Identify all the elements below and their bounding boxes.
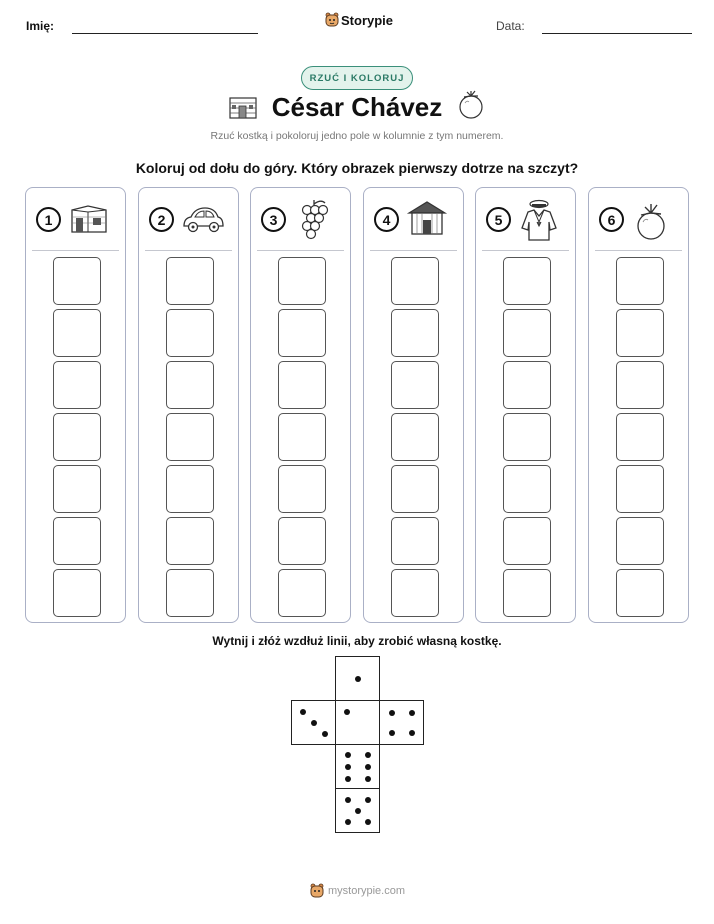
column-number: 6 [599, 207, 624, 232]
column-header [476, 188, 575, 248]
color-cell[interactable] [503, 309, 551, 357]
color-cell[interactable] [166, 257, 214, 305]
column-3 [250, 187, 351, 623]
column-5 [475, 187, 576, 623]
footer [310, 883, 405, 899]
pip [300, 709, 306, 715]
subtitle: Rzuć kostką i pokoloruj jedno pole w kolumnie z tym numerem. [210, 130, 504, 142]
color-cell[interactable] [53, 569, 101, 617]
grapes-icon [293, 198, 335, 240]
color-cell[interactable] [503, 257, 551, 305]
color-cell[interactable] [391, 517, 439, 565]
color-cell[interactable] [166, 569, 214, 617]
brand-logo [325, 12, 393, 28]
pip [322, 731, 328, 737]
color-cell[interactable] [616, 309, 664, 357]
pie-mascot-icon [310, 883, 324, 899]
pip [345, 797, 351, 803]
color-cell[interactable] [278, 361, 326, 409]
pip [345, 752, 351, 758]
color-cell[interactable] [166, 309, 214, 357]
color-cell[interactable] [53, 517, 101, 565]
column-1 [25, 187, 126, 623]
column-divider [595, 250, 682, 251]
color-cell[interactable] [391, 309, 439, 357]
column-number: 5 [486, 207, 511, 232]
color-cell[interactable] [278, 517, 326, 565]
column-header [251, 188, 350, 248]
column-divider [32, 250, 119, 251]
color-cell[interactable] [391, 569, 439, 617]
color-cell[interactable] [278, 465, 326, 513]
date-line[interactable] [542, 33, 692, 34]
column-number: 2 [149, 207, 174, 232]
pip [365, 776, 371, 782]
color-cell[interactable] [166, 465, 214, 513]
tomato-icon [456, 88, 486, 120]
color-cell[interactable] [503, 569, 551, 617]
color-cell[interactable] [616, 413, 664, 461]
color-cell[interactable] [278, 569, 326, 617]
column-header [139, 188, 238, 248]
color-cell[interactable] [616, 569, 664, 617]
pip [365, 764, 371, 770]
pie-mascot-icon [325, 12, 339, 28]
pip [355, 808, 361, 814]
column-divider [370, 250, 457, 251]
color-cell[interactable] [391, 465, 439, 513]
column-header [589, 188, 688, 248]
tomato-icon [631, 198, 671, 242]
column-divider [482, 250, 569, 251]
column-4 [363, 187, 464, 623]
title-row [0, 92, 714, 126]
pip [345, 764, 351, 770]
car-icon [181, 198, 225, 238]
color-cell[interactable] [503, 465, 551, 513]
pip [409, 730, 415, 736]
pip [389, 710, 395, 716]
name-line[interactable] [72, 33, 258, 34]
wooden-shed-icon [406, 198, 448, 238]
pip [311, 720, 317, 726]
pip [365, 752, 371, 758]
color-cell[interactable] [53, 361, 101, 409]
column-number: 1 [36, 207, 61, 232]
color-cell[interactable] [166, 517, 214, 565]
color-cell[interactable] [616, 257, 664, 305]
die-face-6 [335, 744, 380, 789]
color-cell[interactable] [278, 309, 326, 357]
date-label: Data: [496, 19, 525, 33]
color-cell[interactable] [166, 413, 214, 461]
color-cell[interactable] [616, 465, 664, 513]
color-cell[interactable] [53, 309, 101, 357]
pip [345, 776, 351, 782]
column-2 [138, 187, 239, 623]
die-face-3 [291, 700, 336, 745]
die-face-1 [335, 656, 380, 701]
die-face-5 [335, 788, 380, 833]
color-cell[interactable] [616, 517, 664, 565]
die-face-1 [335, 700, 380, 745]
pip [345, 819, 351, 825]
activity-badge: RZUĆ I KOLORUJ [301, 66, 413, 90]
color-cell[interactable] [391, 361, 439, 409]
brand-name: Storypie [341, 12, 394, 28]
color-cell[interactable] [278, 413, 326, 461]
color-cell[interactable] [278, 257, 326, 305]
pip [344, 709, 350, 715]
pip [409, 710, 415, 716]
color-cell[interactable] [53, 413, 101, 461]
pip [355, 676, 361, 682]
color-cell[interactable] [503, 361, 551, 409]
column-header [364, 188, 463, 248]
footer-url[interactable]: mystorypie.com [328, 885, 406, 897]
instructions: Koloruj od dołu do góry. Który obrazek pierwszy dotrze na szczyt? [135, 160, 579, 176]
cut-instructions: Wytnij i złóż wzdłuż linii, aby zrobić własną kostkę. [212, 634, 502, 648]
pip [365, 819, 371, 825]
pip [365, 797, 371, 803]
name-label: Imię: [26, 19, 55, 33]
column-divider [145, 250, 232, 251]
column-divider [257, 250, 344, 251]
column-6 [588, 187, 689, 623]
color-cell[interactable] [503, 413, 551, 461]
color-cell[interactable] [391, 413, 439, 461]
page-title: César Chávez [271, 92, 443, 122]
color-cell[interactable] [166, 361, 214, 409]
die-face-4 [379, 700, 424, 745]
color-cell[interactable] [53, 257, 101, 305]
color-cell[interactable] [53, 465, 101, 513]
sailor-shirt-icon [518, 198, 560, 242]
pip [389, 730, 395, 736]
column-number: 4 [374, 207, 399, 232]
color-cell[interactable] [616, 361, 664, 409]
color-cell[interactable] [503, 517, 551, 565]
color-cell[interactable] [391, 257, 439, 305]
column-number: 3 [261, 207, 286, 232]
stone-house-icon [68, 198, 110, 238]
column-header [26, 188, 125, 248]
